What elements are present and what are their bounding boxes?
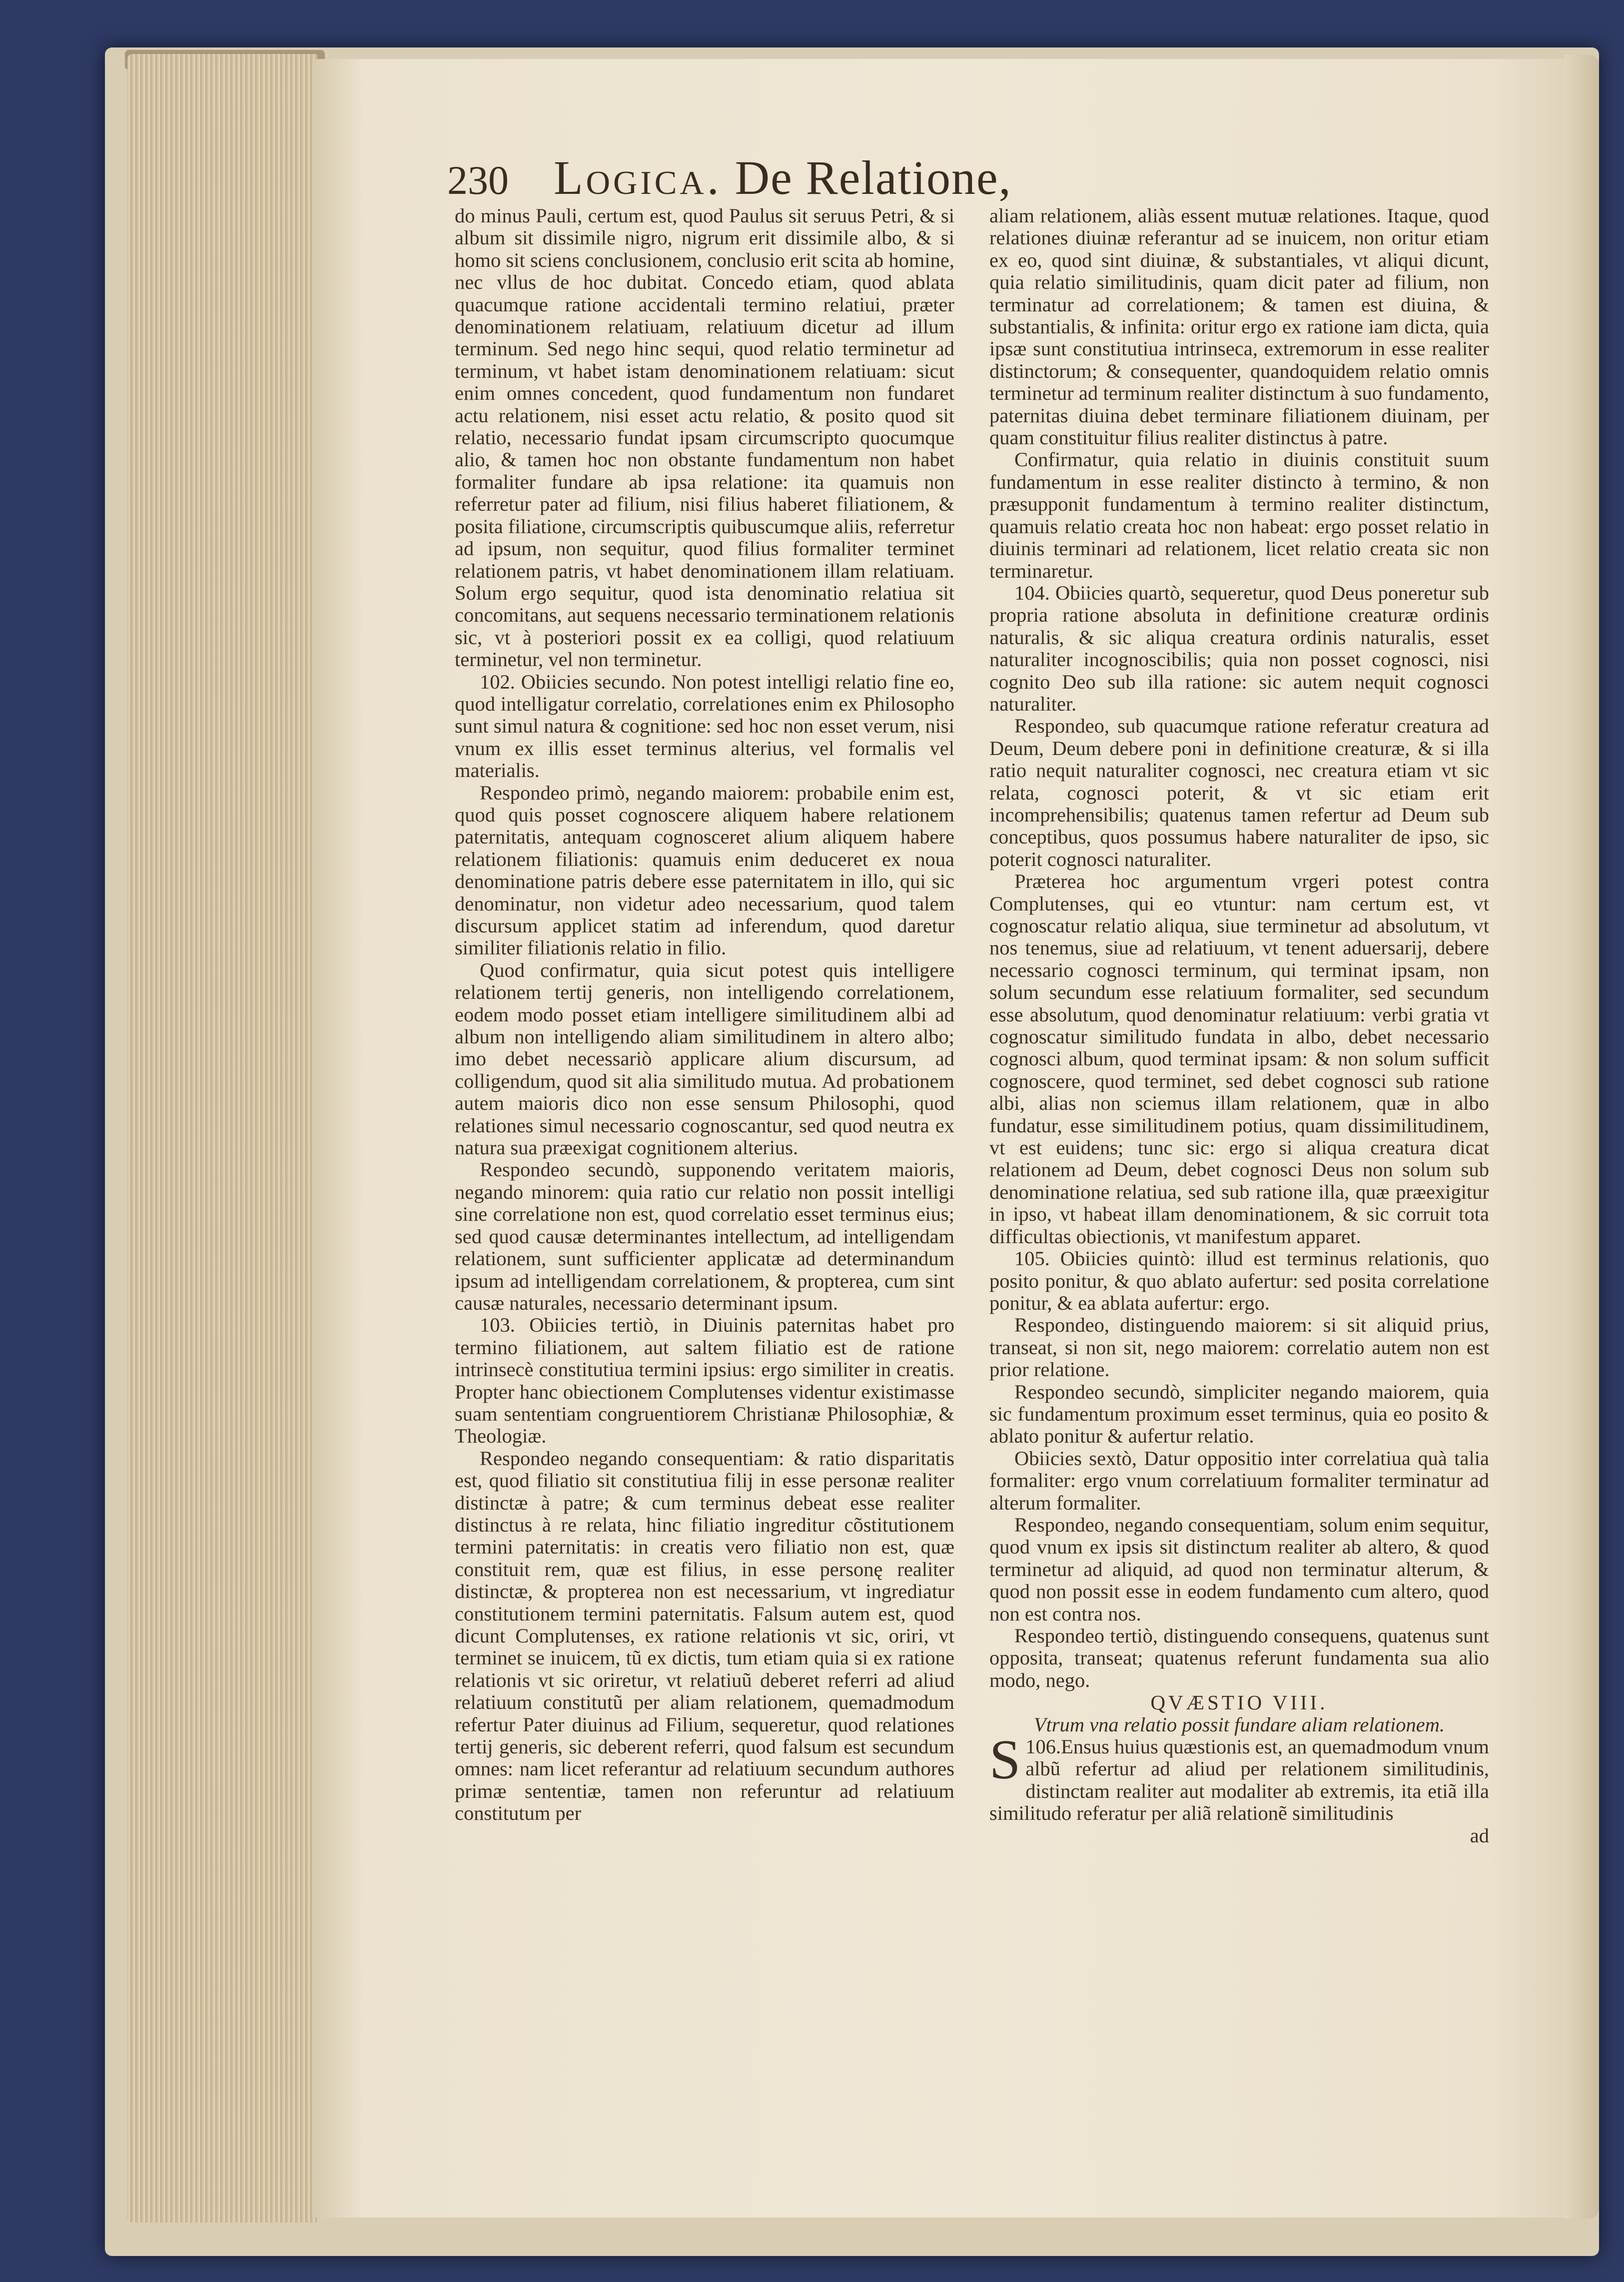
question-paragraph [989, 1729, 1489, 1825]
left-column [455, 205, 954, 1825]
drop-cap: S [989, 1729, 1021, 1791]
question-heading: QVÆSTIO VIII. [1150, 1691, 1328, 1714]
running-title-relatione: De Relatione, [735, 151, 1012, 204]
paragraph: Respondeo, distinguendo maiorem: si sit aliquid prius, transeat, si non sit, nego maiorem: correlatio autem non est prior relatione. [989, 1314, 1489, 1381]
paragraph: Confirmatur, quia relatio in diuinis constituit suum fundamentum in esse realiter distincto à termino, & non præsupponit fundamentum à termino realiter distinctum, quamuis relatio creata hoc non habeat: ergo posset relatio in diuinis terminari ad relationem, licet relatio creata sic non terminaretur. [989, 448, 1489, 582]
page-edges [127, 54, 317, 2223]
paragraph: Quod confirmatur, quia sicut potest quis intelligere relationem tertij generis, non intelligendo correlationem, eodem modo posset etiam intelligere similitudinem albi ad album non intelligendo aliam similitudinem in altero albo; imo debet necessariò applicare alium discursum, ad colligendum, quod sit alia similitudo mutua. Ad probationem autem maioris dico non esse sensum Philosophi, quod relationes simul necessario cognoscantur, sed quod neutra ex natura sua præexigat cognitionem alterius. [455, 958, 954, 1159]
paragraph: do minus Pauli, certum est, quod Paulus sit seruus Petri, & si album sit dissimile nigro, nigrum erit dissimile albo, & si homo sit sciens conclusionem, conclusio erit scita ab homine, nec vllus de hoc dubitat. Concedo etiam, quod ablata quacumque ratione accidentali termino relatiui, præter denominationem relatiuam, relatiuum dicetur ad illum terminum. Sed nego hinc sequi, quod relatio terminetur ad terminum, vt habet istam denominationem relatiuam: sicut enim omnes concedent, quod fundamentum non fundaret actu relationem, nisi esset actu relatio, & posito quod sit relatio, necessario fundat ipsam circumscripto quocumque alio, & tamen hoc non obstante fundamentum non habet formaliter fundare ab ipsa relatione: ita quamuis non referretur pater ad filium, nisi filius haberet filiationem, & posita filiatione, circumscriptis quibuscumque aliis, referretur ad ipsum, non sequitur, quod filius formaliter terminet relationem patris, vt habet denominationem illam relatiuam. Solum ergo sequitur, quod ista denominatio relatiua sit concomitans, aut sequens necessario terminationem relationis sic, vt à posteriori possit ex ea colligi, quod relatiuum terminetur, vel non terminetur. [455, 204, 954, 671]
right-column [989, 205, 1489, 1847]
paragraph: Respondeo primò, negando maiorem: probabile enim est, quod quis posset cognoscere aliquem habere relationem paternitatis, antequam cognosceret alium aliquem habere relationem filiationis: quamuis enim deduceret ex noua denominatione patris debere esse paternitatem in illo, qui sic denominatur, non videtur adeo necessarium, quod talem discursum applicet statim ad inferendum, quod daretur similiter filiationis relatio in filio. [455, 781, 954, 959]
question-number: 106. [1025, 1735, 1061, 1758]
running-title [554, 150, 1012, 205]
catchword: ad [1470, 1824, 1489, 1847]
running-title-logica: Logica. [554, 151, 722, 204]
paragraph: aliam relationem, aliàs essent mutuæ relationes. Itaque, quod relationes diuinæ referantur ad se inuicem, non oritur etiam ex eo, quod sint diuinæ, & substantiales, vt aliqui dicunt, quia relatio similitudinis, quam dicit pater ad filium, non terminatur ad correlationem; & tamen est diuina, & substantialis, & infinita: oritur ergo ex ratione iam dicta, quia ipsæ sunt constitutiua intrinseca, extremorum in esse realiter distinctorum; & consequenter, quandoquidem relatio omnis terminetur ad terminum realiter distinctum à suo fundamento, paternitas diuina debet terminare filiationem diuinam, per quam constituitur filius realiter distinctus à patre. [989, 204, 1489, 449]
question-text: Ensus huius quæstionis est, an quemadmodum vnum albũ refertur ad aliud per relationem similitudinis, distinctam realiter aut modaliter ab extremis, ita etiã illa similitudo referatur per aliã relationẽ similitudinis [989, 1735, 1489, 1825]
running-header [447, 150, 1282, 205]
paragraph: Respondeo, negando consequentiam, solum enim sequitur, quod vnum ex ipsis sit distinctum realiter ab altero, & quod terminetur ad aliquid, ad quod non terminatur alterum, & quod non possit esse in eodem fundamento cum altero, quod non est contra nos. [989, 1513, 1489, 1625]
paragraph: Respondeo negando consequentiam: & ratio disparitatis est, quod filiatio sit constitutiua filij in esse personæ realiter distinctæ à patre; & cum terminus debeat esse realiter distinctus à re relata, hinc filiatio ingreditur cõstitutionem termini paternitatis: in creatis vero filiatio non est, quæ constituit rem, quæ est filius, in esse personę realiter distinctæ, & propterea non est necessarium, vt ingrediatur constitutionem termini paternitatis. Falsum autem est, quod dicunt Complutenses, ex ratione relationis vt sic, oriri, vt terminet se inuicem, tũ ex dictis, tum etiam quia si ex ratione relationis vt sic oriretur, vt relatiuũ deberet referri ad aliud relatiuum constitutũ per aliam relationem, quemadmodum refertur Pater diuinus ad Filium, sequeretur, quod relationes tertij generis, sic deberent referri, quod falsum est secundum omnes: nam licet referantur ad relatiuum secundum authores primæ sententiæ, tamen non referuntur ad relatiuum constitutum per [455, 1447, 954, 1825]
paragraph: Obiicies sextò, Datur oppositio inter correlatiua quà talia formaliter: ergo vnum correlatiuum formaliter terminatur ad alterum formaliter. [989, 1447, 1489, 1514]
paragraph: 102. Obiicies secundo. Non potest intelligi relatio fine eo, quod intelligatur correlatio, correlationes enim ex Philosopho sunt simul natura & cognitione: sed hoc non esset verum, nisi vnum ex illis esset terminus alterius, vel formalis vel materialis. [455, 670, 954, 782]
paragraph: Respondeo secundò, supponendo veritatem maioris, negando minorem: quia ratio cur relatio non possit intelligi sine correlatione non est, quod correlatio esset terminus eius; sed quod causæ determinantes intellectum, ad intelligendam relationem, sunt sufficienter applicatæ ad determinandum ipsum ad intelligendam correlationem, & propterea, cum sint causæ naturales, necessario determinant ipsum. [455, 1158, 954, 1314]
page-number: 230 [447, 157, 509, 203]
paragraph: Respondeo secundò, simpliciter negando maiorem, quia sic fundamentum proximum esset terminus, quia eo posito & ablato ponitur & aufertur relatio. [989, 1380, 1489, 1448]
right-column-paragraphs [989, 205, 1489, 1691]
question-title: Vtrum vna relatio possit fundare aliam relationem. [1033, 1713, 1445, 1736]
paragraph: Præterea hoc argumentum vrgeri potest contra Complutenses, qui eo vtuntur: nam certum est, vt cognoscatur relatio aliqua, siue terminetur ad absolutum, vt nos tenemus, siue ad relatiuum, vt tenent aduersarij, debere necessario cognosci terminum, qui terminat ipsam, non solum secundum esse relatiuum formaliter, sed secundum esse absolutum, quod denominatur relatiuum: verbi gratia vt cognoscatur similitudo fundata in albo, debet necessario cognosci album, quod terminat ipsam: & non solum sufficit cognoscere, quod terminet, sed debet cognosci sub ratione albi, alias non sciemus illam relationem, quæ in albo fundatur, esse similitudinem potius, quam dissimilitudinem, vt est euidens; tunc sic: ergo si aliqua creatura dicat relationem ad Deum, debet cognosci Deus non solum sub denominatione relatiua, sed sub ratione illa, quæ præexigitur in ipso, vt habeat illam denominationem, & sic corruit tota difficultas obiectionis, vt manifestum apparet. [989, 870, 1489, 1248]
paragraph: 105. Obiicies quintò: illud est terminus relationis, quo posito ponitur, & quo ablato aufertur: sed posita correlatione ponitur, & ea ablata aufertur: ergo. [989, 1247, 1489, 1314]
paragraph: Respondeo tertiò, distinguendo consequens, quatenus sunt opposita, transeat; quatenus referunt fundamenta sua alio modo, nego. [989, 1624, 1489, 1691]
page-curl [1564, 55, 1599, 2219]
paragraph: Respondeo, sub quacumque ratione referatur creatura ad Deum, Deum debere poni in definitione creaturæ, & si illa ratio nequit naturaliter cognosci, nec creatura etiam vt sic relata, cognosci poterit, & vt sic etiam erit incomprehensibilis; quatenus tamen refertur ad Deum sub conceptibus, quos possumus habere naturaliter de ipso, sic poterit cognosci naturaliter. [989, 715, 1489, 870]
paragraph: 103. Obiicies tertiò, in Diuinis paternitas habet pro termino filiationem, aut saltem filiatio est de ratione intrinsecè constitutiua termini ipsius: ergo similiter in creatis. Propter hanc obiectionem Complutenses videntur existimasse suam sententiam congruentiorem Christianæ Philosophiæ, & Theologiæ. [455, 1314, 954, 1448]
paragraph: 104. Obiicies quartò, sequeretur, quod Deus poneretur sub propria ratione absoluta in definitione creaturæ ordinis naturalis, & sic aliqua creatura ordinis naturalis, esset naturaliter incognoscibilis; quia non posset cognosci, nisi cognito Deo sub illa ratione: sic autem nequit cognosci naturaliter. [989, 581, 1489, 715]
